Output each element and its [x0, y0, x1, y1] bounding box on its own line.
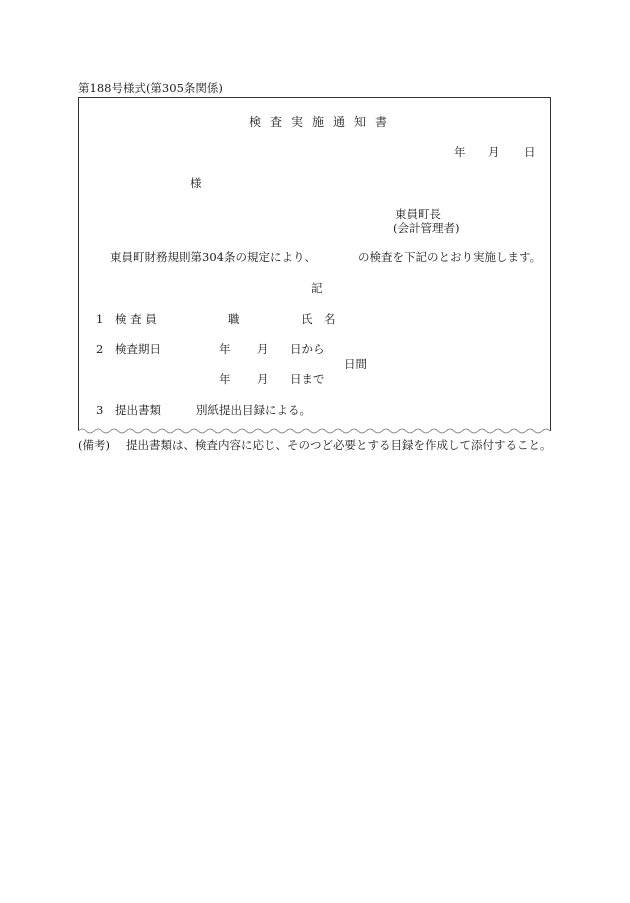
addressee-suffix: 様: [190, 176, 202, 190]
item1-position: 職: [228, 312, 240, 326]
wavy-cut-border: [78, 426, 551, 436]
item2-from-suffix: 日から: [290, 342, 325, 356]
item2-to-year: 年: [219, 372, 231, 386]
item2-from-year: 年: [219, 342, 231, 356]
body-text-part1: 東員町財務規則第304条の規定により、: [110, 250, 316, 264]
form-number: 第188号様式(第305条関係): [78, 81, 223, 95]
document-title: 検査実施通知書: [249, 115, 397, 129]
item2-number: 2: [96, 342, 104, 356]
date-month: 月: [488, 145, 500, 159]
item1-name: 氏 名: [301, 312, 336, 326]
ki-heading: 記: [311, 281, 323, 295]
date-day: 日: [524, 145, 536, 159]
note-label: (備考): [78, 438, 110, 452]
item1-label: 検 査 員: [115, 312, 157, 326]
date-year: 年: [454, 145, 466, 159]
item1-number: 1: [96, 312, 104, 326]
note-text: 提出書類は、検査内容に応じ、そのつど必要とする目録を作成して添付すること。: [126, 438, 552, 452]
item2-from-month: 月: [257, 342, 269, 356]
body-text-part2: の検査を下記のとおり実施します。: [358, 250, 542, 264]
item2-to-month: 月: [257, 372, 269, 386]
issuer-role: (会計管理者): [393, 221, 460, 235]
item2-days: 日間: [344, 357, 367, 371]
item2-to-suffix: 日まで: [290, 372, 325, 386]
item3-value: 別紙提出目録による。: [196, 403, 311, 417]
item3-number: 3: [96, 403, 104, 417]
issuer-name: 東員町長: [395, 207, 441, 221]
item2-label: 検査期日: [115, 342, 161, 356]
item3-label: 提出書類: [115, 403, 161, 417]
